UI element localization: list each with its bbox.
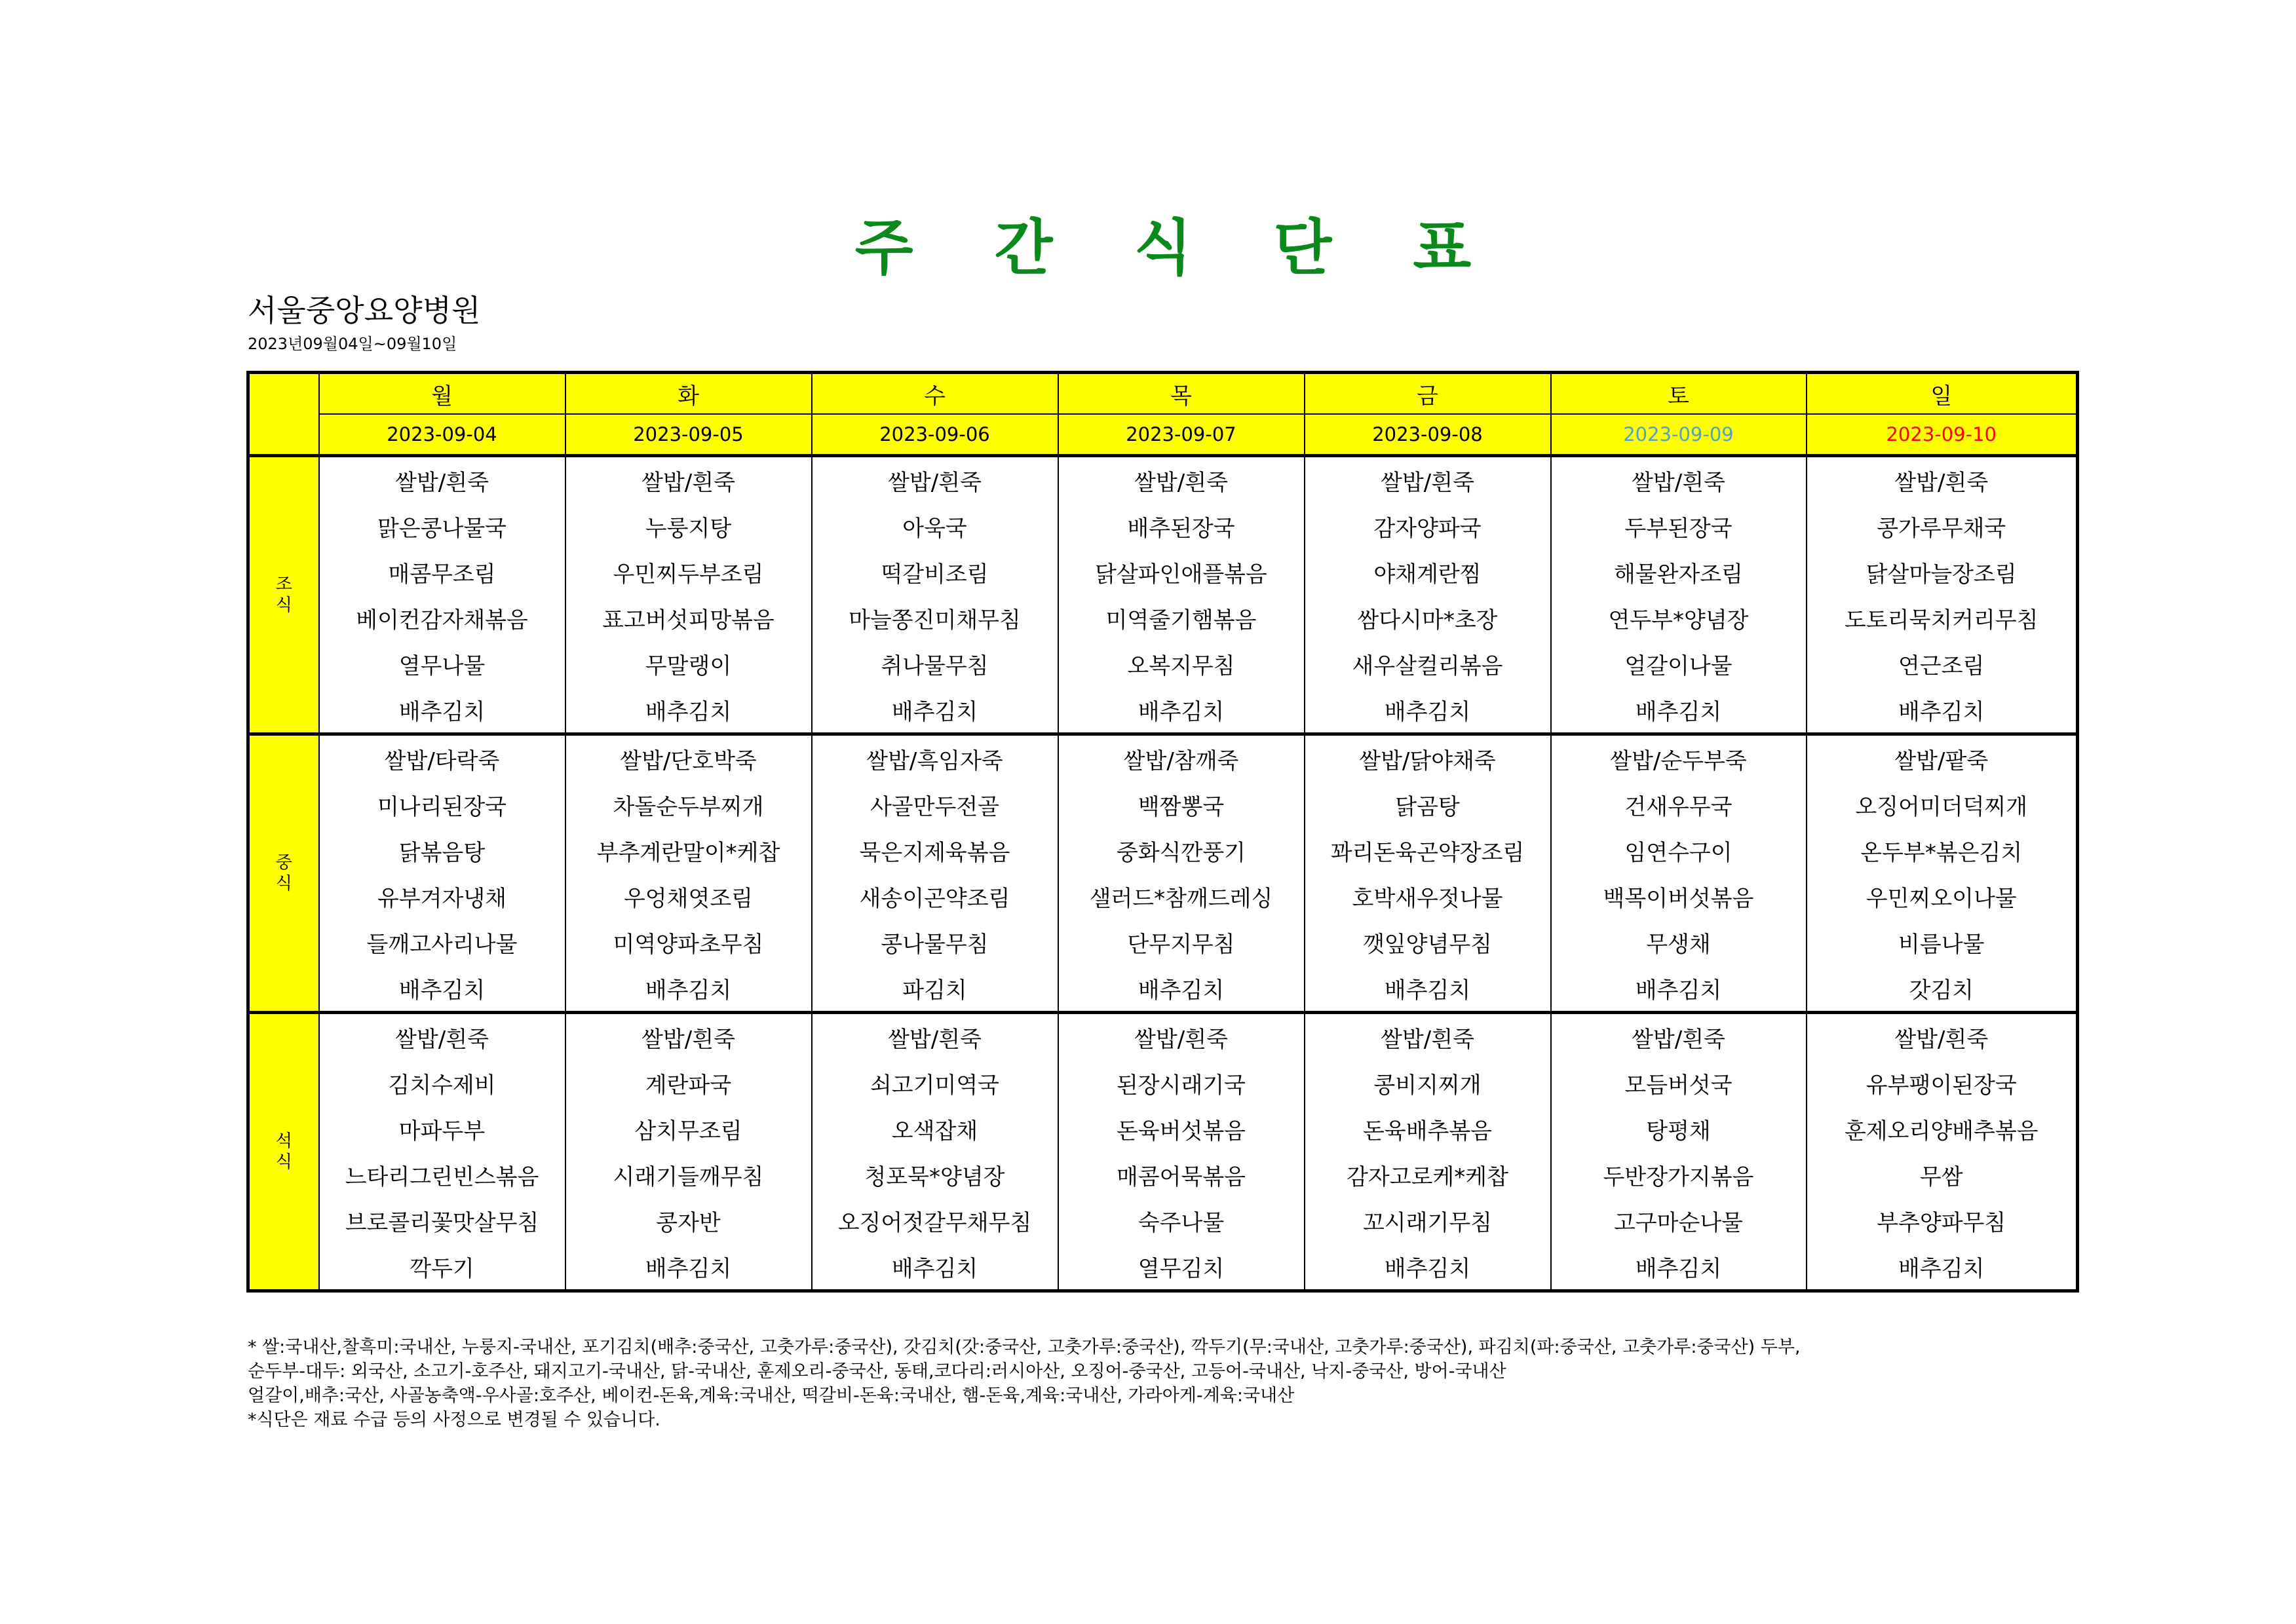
dinner-wed-item: 쇠고기미역국 [812,1060,1058,1106]
breakfast-thu-item: 배추김치 [1058,687,1305,734]
dinner-row [248,1243,2078,1291]
breakfast-thu-item: 배추된장국 [1058,503,1305,549]
dinner-sun-item: 유부팽이된장국 [1807,1060,2078,1106]
dinner-sat-item: 모듬버섯국 [1551,1060,1807,1106]
breakfast-row [248,549,2078,595]
breakfast-wed-item: 아욱국 [812,503,1058,549]
hospital-name: 서울중앙요양병원 [248,293,481,328]
dinner-row [248,1060,2078,1106]
dinner-sat-item: 쌀밥/흰죽 [1551,1013,1807,1061]
lunch-fri-item: 호박새우젓나물 [1305,873,1551,919]
dinner-sun-item: 훈제오리양배추볶음 [1807,1106,2078,1152]
date-tue: 2023-09-05 [565,414,812,456]
lunch-sat-item: 백목이버섯볶음 [1551,873,1807,919]
dinner-sun-item: 쌀밥/흰죽 [1807,1013,2078,1061]
breakfast-mon-item: 베이컨감자채볶음 [319,595,565,641]
breakfast-sat-item: 쌀밥/흰죽 [1551,456,1807,504]
note-line: 순두부-대두: 외국산, 소고기-호주산, 돼지고기-국내산, 닭-국내산, 훈제오리-중국산, 동태,코다리:러시아산, 오징어-중국산, 고등어-국내산, 낙지-중국산, 방어-국내산 [248,1361,1506,1382]
page-title: 주 간 식 단 표 [854,213,1502,283]
breakfast-mon-item: 배추김치 [319,687,565,734]
breakfast-sun-item: 콩가루무채국 [1807,503,2078,549]
dinner-fri-item: 돈육배추볶음 [1305,1106,1551,1152]
lunch-sat-item: 임연수구이 [1551,827,1807,873]
breakfast-fri-item: 야채계란찜 [1305,549,1551,595]
lunch-sun-item: 온두부*볶은김치 [1807,827,2078,873]
dinner-thu-item: 매콤어묵볶음 [1058,1152,1305,1198]
day-header-wed: 수 [812,373,1058,415]
breakfast-fri-item: 쌈다시마*초장 [1305,595,1551,641]
lunch-fri-item: 쌀밥/닭야채죽 [1305,734,1551,782]
lunch-sat-item: 건새우무국 [1551,782,1807,827]
date-wed: 2023-09-06 [812,414,1058,456]
date-sat: 2023-09-09 [1551,414,1807,456]
lunch-tue-item: 쌀밥/단호박죽 [565,734,812,782]
breakfast-wed-item: 배추김치 [812,687,1058,734]
breakfast-tue-item: 무말랭이 [565,641,812,687]
lunch-fri-item: 배추김치 [1305,965,1551,1013]
lunch-wed-item: 묵은지제육볶음 [812,827,1058,873]
dinner-sat-item: 고구마순나물 [1551,1198,1807,1243]
dinner-mon-item: 깍두기 [319,1243,565,1291]
lunch-sun-item: 비름나물 [1807,919,2078,965]
dinner-mon-item: 쌀밥/흰죽 [319,1013,565,1061]
breakfast-row [248,456,2078,504]
weekly-menu-table [246,371,2079,1293]
lunch-tue-item: 미역양파초무침 [565,919,812,965]
lunch-sat-item: 배추김치 [1551,965,1807,1013]
date-sun: 2023-09-10 [1807,414,2078,456]
dinner-sat-item: 배추김치 [1551,1243,1807,1291]
breakfast-fri-item: 새우살컬리볶음 [1305,641,1551,687]
dinner-thu-item: 돈육버섯볶음 [1058,1106,1305,1152]
dinner-fri-item: 배추김치 [1305,1243,1551,1291]
dinner-row [248,1013,2078,1061]
lunch-wed-item: 사골만두전골 [812,782,1058,827]
lunch-row [248,827,2078,873]
breakfast-sun-item: 닭살마늘장조림 [1807,549,2078,595]
day-header-thu: 목 [1058,373,1305,415]
breakfast-tue-item: 누룽지탕 [565,503,812,549]
lunch-mon-item: 닭볶음탕 [319,827,565,873]
breakfast-sun-item: 도토리묵치커리무침 [1807,595,2078,641]
dinner-tue-item: 시래기들깨무침 [565,1152,812,1198]
breakfast-tue-item: 쌀밥/흰죽 [565,456,812,504]
meal-label-char: 중 [275,852,292,873]
lunch-thu-item: 샐러드*참깨드레싱 [1058,873,1305,919]
meal-label-char: 식 [275,1152,292,1172]
breakfast-wed-item: 쌀밥/흰죽 [812,456,1058,504]
dinner-tue-item: 콩자반 [565,1198,812,1243]
dinner-row [248,1106,2078,1152]
date-mon: 2023-09-04 [319,414,565,456]
breakfast-sun-item: 배추김치 [1807,687,2078,734]
dinner-tue-item: 배추김치 [565,1243,812,1291]
breakfast-label [248,456,319,734]
dinner-wed-item: 오색잡채 [812,1106,1058,1152]
dinner-sun-item: 무쌈 [1807,1152,2078,1198]
lunch-mon-item: 쌀밥/타락죽 [319,734,565,782]
breakfast-mon-item: 매콤무조림 [319,549,565,595]
dinner-fri-item: 꼬시래기무침 [1305,1198,1551,1243]
lunch-wed-item: 파김치 [812,965,1058,1013]
dinner-thu-item: 숙주나물 [1058,1198,1305,1243]
date-thu: 2023-09-07 [1058,414,1305,456]
menu-period: 2023년09월04일~09월10일 [248,335,457,353]
lunch-sun-item: 오징어미더덕찌개 [1807,782,2078,827]
lunch-tue-item: 차돌순두부찌개 [565,782,812,827]
day-header-sat: 토 [1551,373,1807,415]
breakfast-tue-item: 표고버섯피망볶음 [565,595,812,641]
dinner-sun-item: 배추김치 [1807,1243,2078,1291]
dinner-label [248,1013,319,1291]
breakfast-sat-item: 두부된장국 [1551,503,1807,549]
breakfast-mon-item: 쌀밥/흰죽 [319,456,565,504]
dinner-row [248,1198,2078,1243]
lunch-sun-item: 쌀밥/팥죽 [1807,734,2078,782]
breakfast-thu-item: 미역줄기햄볶음 [1058,595,1305,641]
meal-label-char: 식 [275,874,292,894]
breakfast-fri-item: 쌀밥/흰죽 [1305,456,1551,504]
breakfast-fri-item: 배추김치 [1305,687,1551,734]
dinner-wed-item: 청포묵*양념장 [812,1152,1058,1198]
lunch-mon-item: 배추김치 [319,965,565,1013]
dinner-mon-item: 마파두부 [319,1106,565,1152]
lunch-sat-item: 무생채 [1551,919,1807,965]
dinner-mon-item: 브로콜리꽃맛살무침 [319,1198,565,1243]
meal-label-char: 조 [275,574,292,594]
lunch-wed-item: 새송이곤약조림 [812,873,1058,919]
breakfast-row [248,595,2078,641]
day-header-fri: 금 [1305,373,1551,415]
breakfast-sun-item: 쌀밥/흰죽 [1807,456,2078,504]
breakfast-mon-item: 맑은콩나물국 [319,503,565,549]
dinner-thu-item: 쌀밥/흰죽 [1058,1013,1305,1061]
dinner-fri-item: 쌀밥/흰죽 [1305,1013,1551,1061]
date-fri: 2023-09-08 [1305,414,1551,456]
lunch-wed-item: 쌀밥/흑임자죽 [812,734,1058,782]
breakfast-row [248,503,2078,549]
dinner-thu-item: 열무김치 [1058,1243,1305,1291]
lunch-thu-item: 배추김치 [1058,965,1305,1013]
breakfast-sat-item: 연두부*양념장 [1551,595,1807,641]
day-header-sun: 일 [1807,373,2078,415]
breakfast-fri-item: 감자양파국 [1305,503,1551,549]
day-header-mon: 월 [319,373,565,415]
lunch-thu-item: 중화식깐풍기 [1058,827,1305,873]
lunch-wed-item: 콩나물무침 [812,919,1058,965]
note-line: 얼갈이,배추:국산, 사골농축액-우사골:호주산, 베이컨-돈육,계육:국내산, 떡갈비-돈육:국내산, 햄-돈육,계육:국내산, 가라아게-계육:국내산 [248,1386,1295,1406]
dinner-tue-item: 계란파국 [565,1060,812,1106]
note-line: *식단은 재료 수급 등의 사정으로 변경될 수 있습니다. [248,1410,660,1430]
breakfast-tue-item: 우민찌두부조림 [565,549,812,595]
breakfast-row [248,687,2078,734]
corner-cell [248,373,319,456]
lunch-mon-item: 유부겨자냉채 [319,873,565,919]
lunch-sun-item: 우민찌오이나물 [1807,873,2078,919]
lunch-thu-item: 단무지무침 [1058,919,1305,965]
breakfast-thu-item: 오복지무침 [1058,641,1305,687]
breakfast-mon-item: 열무나물 [319,641,565,687]
day-header-tue: 화 [565,373,812,415]
dinner-sun-item: 부추양파무침 [1807,1198,2078,1243]
dinner-fri-item: 감자고로케*케찹 [1305,1152,1551,1198]
dinner-row [248,1152,2078,1198]
origin-notes [248,1335,1801,1432]
lunch-row [248,873,2078,919]
breakfast-row [248,641,2078,687]
lunch-fri-item: 닭곰탕 [1305,782,1551,827]
breakfast-sat-item: 배추김치 [1551,687,1807,734]
meal-label-char: 석 [275,1131,292,1151]
lunch-row [248,919,2078,965]
dinner-mon-item: 느타리그린빈스볶음 [319,1152,565,1198]
lunch-row [248,782,2078,827]
lunch-tue-item: 부추계란말이*케찹 [565,827,812,873]
dinner-thu-item: 된장시래기국 [1058,1060,1305,1106]
dinner-sat-item: 두반장가지볶음 [1551,1152,1807,1198]
dinner-mon-item: 김치수제비 [319,1060,565,1106]
dinner-wed-item: 배추김치 [812,1243,1058,1291]
lunch-row [248,734,2078,782]
dinner-wed-item: 쌀밥/흰죽 [812,1013,1058,1061]
lunch-fri-item: 꽈리돈육곤약장조림 [1305,827,1551,873]
lunch-sat-item: 쌀밥/순두부죽 [1551,734,1807,782]
breakfast-wed-item: 마늘쫑진미채무침 [812,595,1058,641]
lunch-thu-item: 쌀밥/참깨죽 [1058,734,1305,782]
breakfast-tue-item: 배추김치 [565,687,812,734]
dinner-tue-item: 삼치무조림 [565,1106,812,1152]
breakfast-wed-item: 떡갈비조림 [812,549,1058,595]
lunch-thu-item: 백짬뽕국 [1058,782,1305,827]
breakfast-sat-item: 얼갈이나물 [1551,641,1807,687]
lunch-mon-item: 미나리된장국 [319,782,565,827]
dinner-sat-item: 탕평채 [1551,1106,1807,1152]
lunch-label [248,734,319,1013]
dinner-tue-item: 쌀밥/흰죽 [565,1013,812,1061]
lunch-sun-item: 갓김치 [1807,965,2078,1013]
breakfast-thu-item: 쌀밥/흰죽 [1058,456,1305,504]
meal-label-char: 식 [275,595,292,615]
lunch-row [248,965,2078,1013]
dinner-wed-item: 오징어젓갈무채무침 [812,1198,1058,1243]
breakfast-thu-item: 닭살파인애플볶음 [1058,549,1305,595]
lunch-tue-item: 배추김치 [565,965,812,1013]
note-line: * 쌀:국내산,찰흑미:국내산, 누룽지-국내산, 포기김치(배추:중국산, 고춧가루:중국산), 갓김치(갓:중국산, 고춧가루:중국산), 깍두기(무:국내산, 고춧가루:중국산), 파김치(파:중국산, 고춧가루:중국산) 두부, [248,1337,1801,1357]
lunch-mon-item: 들깨고사리나물 [319,919,565,965]
dinner-fri-item: 콩비지찌개 [1305,1060,1551,1106]
lunch-tue-item: 우엉채엿조림 [565,873,812,919]
breakfast-sun-item: 연근조림 [1807,641,2078,687]
lunch-fri-item: 깻잎양념무침 [1305,919,1551,965]
breakfast-sat-item: 해물완자조림 [1551,549,1807,595]
breakfast-wed-item: 취나물무침 [812,641,1058,687]
